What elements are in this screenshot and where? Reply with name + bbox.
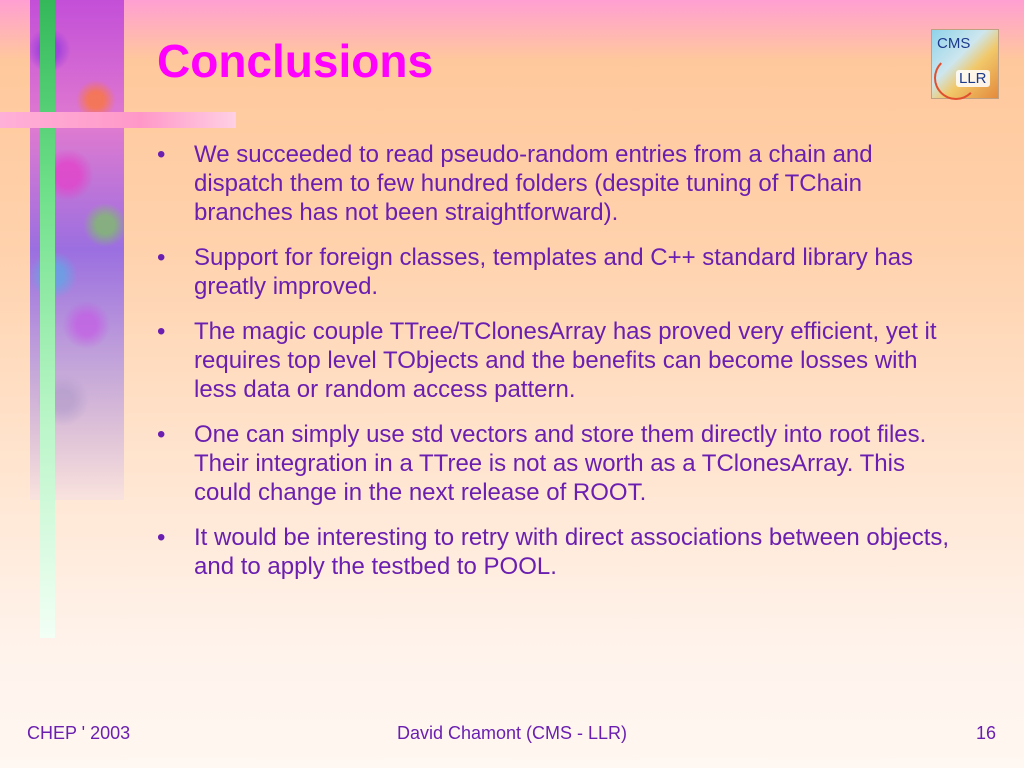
vertical-green-bar [40,0,55,638]
bullet-item [157,420,957,507]
horizontal-pink-bar [0,112,236,128]
bullet-item [157,140,957,227]
slide-title: Conclusions [157,35,434,87]
bullet-item [157,523,957,581]
footer-conference: CHEP ' 2003 [27,723,131,743]
logo-llr-text: LLR [956,70,990,87]
bullet-dot-icon: • [157,141,166,168]
footer-author: David Chamont (CMS - LLR) [396,723,628,743]
logo-cms-text: CMS [937,35,971,52]
footer-page-number: 16 [975,723,996,743]
bullet-item [157,243,957,301]
bullet-item [157,317,957,404]
bullet-text: We succeeded to read pseudo-random entries from a chain and dispatch them to few hundred folders (despite tuning of TChain branches has not been straightforward). [194,141,873,226]
bullet-text: It would be interesting to retry with direct associations between objects, and to apply the testbed to POOL. [194,524,950,580]
bullet-text: The magic couple TTree/TClonesArray has proved very efficient, yet it requires top level TObjects and the benefits can become losses with less data or random access pattern. [194,318,937,403]
bullet-dot-icon: • [157,524,166,551]
bullet-list [157,140,957,597]
bullet-text: Support for foreign classes, templates and C++ standard library has greatly improved. [194,244,914,300]
cms-llr-logo [931,29,999,99]
bullet-dot-icon: • [157,421,166,448]
bullet-text: One can simply use std vectors and store them directly into root files. Their integration in a TTree is not as worth as a TClonesArray. This could change in the next release of ROOT. [194,421,927,506]
bullet-dot-icon: • [157,244,166,271]
bullet-dot-icon: • [157,318,166,345]
